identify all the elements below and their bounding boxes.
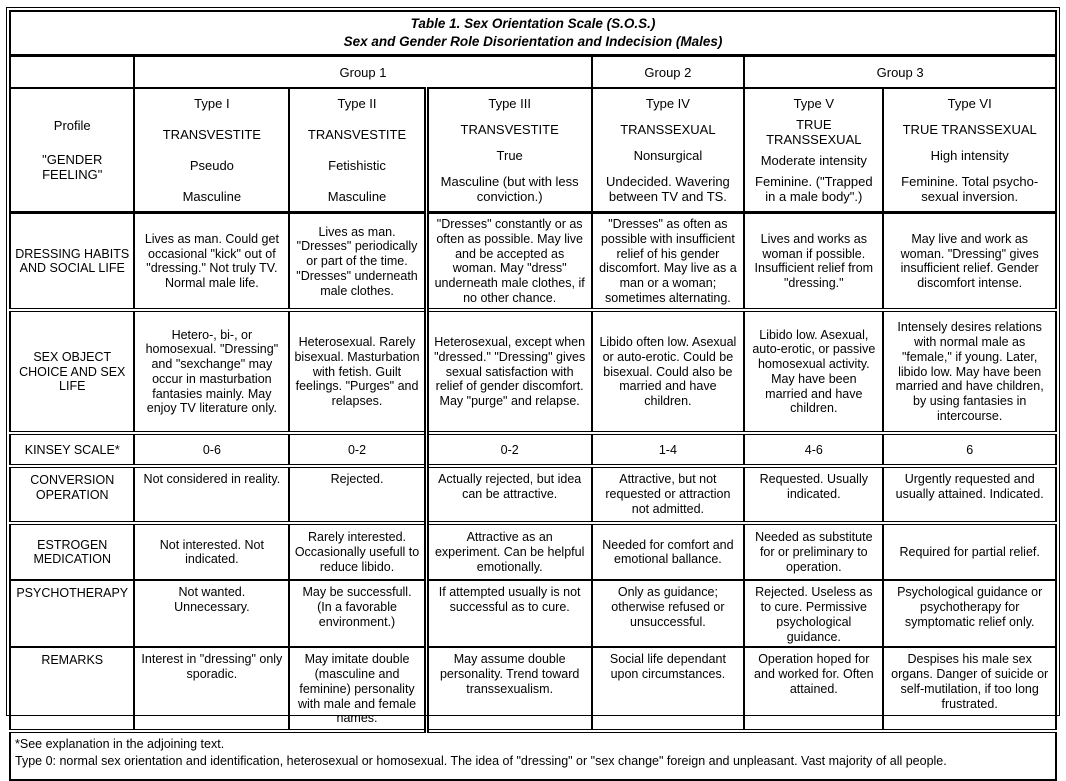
group3-header: Group 3: [744, 56, 1056, 89]
conversion-type4-cell: Attractive, but not requested or attraction not admitted.: [592, 466, 745, 523]
kinsey-type3-cell: 0-2: [426, 433, 591, 466]
footnote-line2: Type 0: normal sex orientation and identification, heterosexual or homosexual. The idea of "dressing" or "sex change" foreign and unpleasant. Vast majority of all people.: [15, 754, 947, 769]
psychotherapy-type1-cell: Not wanted. Unnecessary.: [134, 580, 289, 647]
kinsey-type2-cell: 0-2: [289, 433, 426, 466]
table-frame: [6, 7, 1060, 769]
conversion-type2-cell: Rejected.: [289, 466, 426, 523]
remarks-type3-cell: May assume double personality. Trend toward transsexualism.: [426, 647, 591, 731]
type3-subtype: True: [496, 148, 523, 163]
group-header-row: [10, 56, 1056, 89]
type4-subtype: Nonsurgical: [633, 148, 703, 163]
row-label-estrogen-medication: ESTROGEN MEDICATION: [10, 523, 134, 580]
dressing-type5-cell: Lives and works as woman if possible. Insufficient relief from "dressing.": [744, 213, 883, 311]
type4-label: Type IV: [645, 96, 690, 112]
table-row-estrogen-medication: [10, 523, 1056, 580]
table-title-cell: [10, 11, 1056, 56]
table-row-kinsey-scale: [10, 433, 1056, 466]
estrogen-type6-cell: Required for partial relief.: [883, 523, 1056, 580]
kinsey-type4-cell: 1-4: [592, 433, 745, 466]
psychotherapy-type4-cell: Only as guidance; otherwise refused or unsuccessful.: [592, 580, 745, 647]
remarks-type2-cell: May imitate double (masculine and feminine) personality with male and female names.: [289, 647, 426, 731]
dressing-type6-cell: May live and work as woman. "Dressing" gives insufficient relief. Gender discomfort intense.: [883, 213, 1056, 311]
sex-orientation-scale-table: [9, 10, 1057, 781]
sexobject-type4-cell: Libido often low. Asexual or auto-erotic. Could be bisexual. Could also be married and have children.: [592, 310, 745, 433]
psychotherapy-type5-cell: Rejected. Useless as to cure. Permissive psychological guidance.: [744, 580, 883, 647]
type1-label: Type I: [194, 96, 230, 112]
table-title-line1: Table 1. Sex Orientation Scale (S.O.S.): [410, 16, 656, 31]
profile-label: Profile: [53, 118, 91, 134]
type2-header-cell: [289, 88, 426, 213]
sexobject-type3-cell: Heterosexual, except when "dressed." "Dressing" gives sexual satisfaction with relief of gender discomfort. May "purge" and relapse.: [426, 310, 591, 433]
type6-name: TRUE TRANSSEXUAL: [902, 122, 1037, 138]
remarks-type4-cell: Social life dependant upon circumstances.: [592, 647, 745, 731]
footnote-line1: *See explanation in the adjoining text.: [15, 737, 225, 752]
table-row-remarks: [10, 647, 1056, 731]
estrogen-type2-cell: Rarely interested. Occasionally usefull to reduce libido.: [289, 523, 426, 580]
type3-header-cell: [426, 88, 591, 213]
dressing-type1-cell: Lives as man. Could get occasional "kick" out of "dressing." Not truly TV. Normal male life.: [134, 213, 289, 311]
type2-name: TRANSVESTITE: [307, 127, 407, 143]
group-header-empty-cell: [10, 56, 134, 89]
psychotherapy-type3-cell: If attempted usually is not successful as to cure.: [426, 580, 591, 647]
group2-header: Group 2: [592, 56, 745, 89]
type3-name: TRANSVESTITE: [460, 122, 559, 138]
gender-feeling-label: "GENDER FEELING": [42, 151, 103, 183]
type6-subtype: High intensity: [930, 148, 1009, 163]
type2-label: Type II: [337, 96, 377, 112]
table-row-conversion-operation: [10, 466, 1056, 523]
psychotherapy-type2-cell: May be successfull. (In a favorable environment.): [289, 580, 426, 647]
sexobject-type2-cell: Heterosexual. Rarely bisexual. Masturbation with fetish. Guilt feelings. "Purges" and relapses.: [289, 310, 426, 433]
dressing-type3-cell: "Dresses" constantly or as often as possible. May live and be accepted as woman. May "dress" underneath male clothes, if no other chance.: [426, 213, 591, 311]
type5-feeling: Feminine. ("Trapped in a male body".): [755, 173, 873, 205]
profile-row-label-cell: [10, 88, 134, 213]
dressing-type4-cell: "Dresses" as often as possible with insufficient relief of his gender discomfort. May live as a man or a woman; sometimes alternating.: [592, 213, 745, 311]
type5-label: Type V: [793, 96, 835, 112]
type3-feeling: Masculine (but with less conviction.): [440, 173, 579, 205]
sexobject-type6-cell: Intensely desires relations with normal male as "female," if young. Later, libido low. May have been married and have children, by using fantasies in intercourse.: [883, 310, 1056, 433]
type6-label: Type VI: [947, 96, 992, 112]
conversion-type3-cell: Actually rejected, but idea can be attractive.: [426, 466, 591, 523]
footnote-cell: [10, 731, 1056, 780]
conversion-type6-cell: Urgently requested and usually attained. Indicated.: [883, 466, 1056, 523]
type6-feeling: Feminine. Total psycho-sexual inversion.: [901, 173, 1039, 205]
estrogen-type1-cell: Not interested. Not indicated.: [134, 523, 289, 580]
footnote-row: [10, 731, 1056, 780]
type1-subtype: Pseudo: [189, 158, 234, 174]
type1-feeling: Masculine: [182, 189, 242, 205]
type4-feeling: Undecided. Wavering between TV and TS.: [605, 173, 730, 205]
row-label-conversion-operation: CONVERSION OPERATION: [10, 466, 134, 523]
title-row: [10, 11, 1056, 56]
table-title-line2: Sex and Gender Role Disorientation and Indecision (Males): [343, 34, 723, 50]
table-row-dressing-habits: [10, 213, 1056, 311]
type6-header-cell: [883, 88, 1056, 213]
type5-subtype: Moderate intensity: [760, 153, 867, 169]
table-row-psychotherapy: [10, 580, 1056, 647]
row-label-kinsey-scale: KINSEY SCALE*: [10, 433, 134, 466]
kinsey-type6-cell: 6: [883, 433, 1056, 466]
row-label-dressing-habits: DRESSING HABITS AND SOCIAL LIFE: [10, 213, 134, 311]
estrogen-type5-cell: Needed as substitute for or preliminary to operation.: [744, 523, 883, 580]
type5-header-cell: [744, 88, 883, 213]
type1-name: TRANSVESTITE: [162, 127, 261, 143]
estrogen-type4-cell: Needed for comfort and emotional ballance.: [592, 523, 745, 580]
group1-header: Group 1: [134, 56, 591, 89]
sexobject-type1-cell: Hetero-, bi-, or homosexual. "Dressing" and "sexchange" may occur in masturbation fantasies mainly. May enjoy TV literature only.: [134, 310, 289, 433]
table-row-sex-object-choice: [10, 310, 1056, 433]
sexobject-type5-cell: Libido low. Asexual, auto-erotic, or passive homosexual activity. May have been married and have children.: [744, 310, 883, 433]
type4-header-cell: [592, 88, 745, 213]
estrogen-type3-cell: Attractive as an experiment. Can be helpful emotionally.: [426, 523, 591, 580]
type5-name: TRUE TRANSSEXUAL: [766, 117, 862, 148]
type2-feeling: Masculine: [327, 189, 387, 205]
kinsey-type1-cell: 0-6: [134, 433, 289, 466]
type1-header-cell: [134, 88, 289, 213]
remarks-type1-cell: Interest in "dressing" only sporadic.: [134, 647, 289, 731]
conversion-type1-cell: Not considered in reality.: [134, 466, 289, 523]
remarks-type5-cell: Operation hoped for and worked for. Often attained.: [744, 647, 883, 731]
remarks-type6-cell: Despises his male sex organs. Danger of suicide or self-mutilation, if too long frustrated.: [883, 647, 1056, 731]
dressing-type2-cell: Lives as man. "Dresses" periodically or part of the time. "Dresses" underneath male clothes.: [289, 213, 426, 311]
kinsey-type5-cell: 4-6: [744, 433, 883, 466]
row-label-remarks: REMARKS: [10, 647, 134, 731]
row-label-psychotherapy: PSYCHOTHERAPY: [10, 580, 134, 647]
type3-label: Type III: [488, 96, 531, 112]
psychotherapy-type6-cell: Psychological guidance or psychotherapy for symptomatic relief only.: [883, 580, 1056, 647]
type4-name: TRANSSEXUAL: [620, 122, 716, 138]
row-label-sex-object-choice: SEX OBJECT CHOICE AND SEX LIFE: [10, 310, 134, 433]
conversion-type5-cell: Requested. Usually indicated.: [744, 466, 883, 523]
profile-header-row: [10, 88, 1056, 213]
type2-subtype: Fetishistic: [328, 158, 386, 174]
